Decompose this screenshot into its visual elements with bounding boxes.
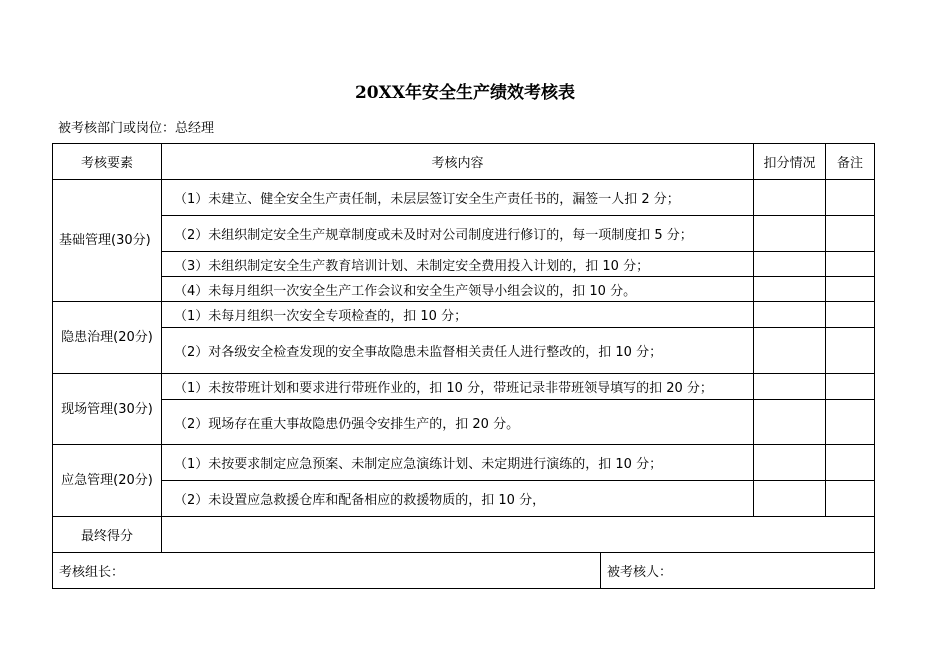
remarks-cell[interactable]: [826, 400, 875, 445]
criteria-item: （2）未组织制定安全生产规章制度或未及时对公司制度进行修订的，每一项制度扣 5 分；: [162, 216, 754, 252]
deduction-cell[interactable]: [754, 180, 826, 216]
table-row: [53, 216, 875, 252]
category-site-management: 现场管理(30分): [53, 374, 162, 445]
remarks-cell[interactable]: [826, 445, 875, 481]
deduction-cell[interactable]: [754, 328, 826, 374]
deduction-cell[interactable]: [754, 445, 826, 481]
remarks-cell[interactable]: [826, 374, 875, 400]
category-hazard-management: 隐患治理(20分): [53, 302, 162, 374]
criteria-item: （2）对各级安全检查发现的安全事故隐患未监督相关责任人进行整改的，扣 10 分；: [162, 328, 754, 374]
criteria-item: （1）未建立、健全安全生产责任制，未层层签订安全生产责任书的，漏签一人扣 2 分；: [162, 180, 754, 216]
deduction-cell[interactable]: [754, 481, 826, 517]
deduction-cell[interactable]: [754, 302, 826, 328]
criteria-item: （1）未按要求制定应急预案、未制定应急演练计划、未定期进行演练的，扣 10 分；: [162, 445, 754, 481]
remarks-cell[interactable]: [826, 277, 875, 302]
remarks-cell[interactable]: [826, 216, 875, 252]
criteria-item: （2）未设置应急救援仓库和配备相应的救援物质的，扣 10 分，: [162, 481, 754, 517]
table-row: [53, 400, 875, 445]
table-row: [53, 445, 875, 481]
remarks-cell[interactable]: [826, 180, 875, 216]
table-row: [53, 302, 875, 328]
header-row: [53, 144, 875, 180]
remarks-cell[interactable]: [826, 328, 875, 374]
signature-row: [53, 553, 875, 589]
final-score-row: [53, 517, 875, 553]
header-remarks: 备注: [826, 144, 875, 180]
table-row: [53, 277, 875, 302]
final-score-label: 最终得分: [53, 517, 162, 553]
table-row: [53, 328, 875, 374]
examinee-signature[interactable]: 被考核人：: [601, 553, 875, 589]
final-score-value[interactable]: [162, 517, 875, 553]
header-deduction: 扣分情况: [754, 144, 826, 180]
leader-signature[interactable]: 考核组长：: [53, 553, 601, 589]
deduction-cell[interactable]: [754, 216, 826, 252]
category-emergency-management: 应急管理(20分): [53, 445, 162, 517]
header-content: 考核内容: [162, 144, 754, 180]
criteria-item: （1）未按带班计划和要求进行带班作业的，扣 10 分，带班记录非带班领导填写的扣 20 分；: [162, 374, 754, 400]
remarks-cell[interactable]: [826, 481, 875, 517]
remarks-cell[interactable]: [826, 252, 875, 277]
table-row: [53, 374, 875, 400]
document-title: 20XX年安全生产绩效考核表: [354, 83, 576, 103]
table-row: [53, 180, 875, 216]
table-row: [53, 252, 875, 277]
deduction-cell[interactable]: [754, 252, 826, 277]
criteria-item: （4）未每月组织一次安全生产工作会议和安全生产领导小组会议的，扣 10 分。: [162, 277, 754, 302]
deduction-cell[interactable]: [754, 400, 826, 445]
criteria-item: （3）未组织制定安全生产教育培训计划、未制定安全费用投入计划的，扣 10 分；: [162, 252, 754, 277]
department-label: 被考核部门或岗位：总经理: [58, 121, 215, 136]
remarks-cell[interactable]: [826, 302, 875, 328]
assessment-table: [52, 143, 875, 589]
deduction-cell[interactable]: [754, 277, 826, 302]
criteria-item: （1）未每月组织一次安全专项检查的，扣 10 分；: [162, 302, 754, 328]
table-row: [53, 481, 875, 517]
criteria-item: （2）现场存在重大事故隐患仍强令安排生产的，扣 20 分。: [162, 400, 754, 445]
header-category: 考核要素: [53, 144, 162, 180]
deduction-cell[interactable]: [754, 374, 826, 400]
category-basic-management: 基础管理(30分): [53, 180, 162, 302]
